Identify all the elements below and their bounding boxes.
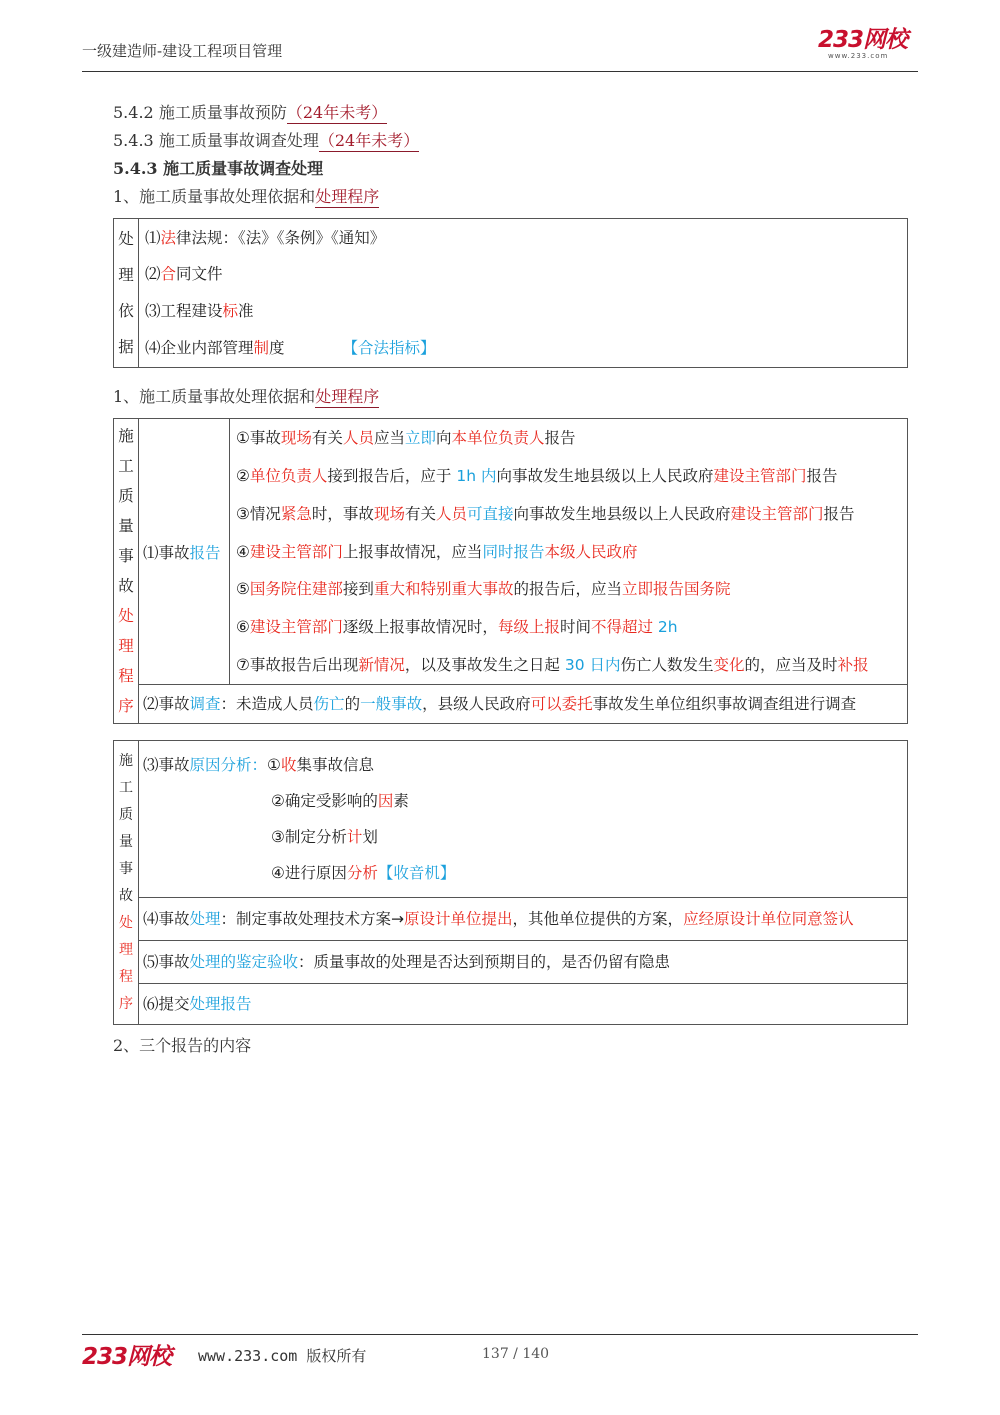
text: ： — [251, 756, 268, 774]
handling-row — [139, 898, 908, 941]
side-char: 质 — [119, 806, 133, 823]
text: ②确定受影响的 — [271, 792, 378, 810]
highlight: 立即报告国务院 — [621, 580, 731, 599]
text: ③情况 — [236, 504, 281, 523]
highlight: 建设主管部门 — [713, 466, 807, 485]
highlight: 一般事故 — [360, 695, 423, 714]
exam-tag: （24年未考） — [286, 103, 388, 122]
text: 的 — [344, 695, 361, 714]
side-char: 施 — [119, 752, 133, 769]
highlight: 变化 — [713, 656, 745, 675]
text: 上报事故情况，应当 — [342, 542, 483, 561]
text: 划 — [362, 828, 378, 846]
side-char: 量 — [118, 517, 134, 535]
text: 的报告后，应当 — [513, 580, 622, 599]
highlight: 收 — [280, 756, 297, 774]
text: ⑷事故 — [143, 910, 190, 928]
text: ⑤ — [236, 580, 250, 599]
side-char: 理 — [118, 637, 134, 655]
side-char: 故 — [118, 577, 134, 595]
highlight: 不得超过 — [590, 618, 653, 637]
highlight: 建设主管部门 — [730, 504, 824, 523]
side-char: 序 — [118, 697, 134, 715]
highlight: 同时报告 — [482, 542, 545, 561]
text: ⑥ — [236, 618, 250, 637]
side-char: 处 — [118, 607, 134, 625]
highlight: 报告 — [189, 543, 221, 562]
report-item-3 — [230, 495, 908, 533]
header-logo — [818, 28, 918, 60]
highlight: 制 — [253, 339, 270, 358]
highlight: 建设主管部门 — [249, 618, 343, 637]
text: ⑴事故 — [143, 543, 190, 562]
footer-divider — [82, 1334, 918, 1335]
text: ④ — [236, 542, 250, 561]
side-char: 事 — [118, 547, 134, 565]
basis-row-3 — [139, 293, 908, 330]
side-char: 工 — [119, 779, 133, 796]
text: ：制定事故处理技术方案→ — [220, 910, 405, 928]
heading-text: 施工质量事故调查处理 — [158, 131, 319, 150]
text: ⑷企业内部管理 — [145, 339, 254, 358]
text: 准 — [238, 302, 254, 321]
text: 事故发生单位组织事故调查组进行调查 — [592, 695, 857, 714]
cause-line-3 — [143, 819, 903, 855]
text: ：未造成人员 — [220, 695, 314, 714]
text: ⑴ — [145, 228, 161, 247]
text: ，县级人民政府 — [422, 695, 531, 714]
text: 的，应当及时 — [744, 656, 838, 675]
text: 有关 — [404, 504, 436, 523]
side-char: 程 — [118, 667, 134, 685]
heading-number: 5.4.3 — [113, 131, 154, 150]
heading-5-4-3-bold — [113, 156, 323, 179]
text: ⑶事故 — [143, 756, 190, 774]
side-char: 理 — [118, 266, 134, 284]
cause-line-4 — [143, 855, 903, 891]
highlight: 原设计单位提出 — [404, 910, 513, 928]
heading-number: 5.4.2 — [113, 103, 154, 122]
side-char: 事 — [119, 860, 133, 877]
heading-text: 施工质量事故预防 — [158, 103, 287, 122]
highlight: 伤亡 — [313, 695, 345, 714]
highlight: 现场 — [280, 428, 312, 447]
mnemonic-tag: 【合法指标】 — [342, 339, 436, 358]
report-item-7 — [230, 646, 908, 684]
text: ，其他单位提供的方案， — [512, 910, 684, 928]
text: ⑹提交 — [143, 995, 190, 1013]
text: 应当 — [373, 428, 405, 447]
text: 接到报告后，应于 — [327, 466, 457, 485]
highlight: 计 — [346, 828, 363, 846]
heading-number: 5.4.3 — [113, 159, 158, 178]
text: ⑵事故 — [143, 695, 190, 714]
text: ① — [267, 756, 281, 774]
text: 素 — [393, 792, 409, 810]
highlight: 建设主管部门 — [249, 542, 343, 561]
header-title: 一级建造师-建设工程项目管理 — [82, 42, 283, 60]
logo-url: www.233.com — [828, 52, 889, 60]
exam-tag: （24年未考） — [318, 131, 420, 150]
section-1-title-repeat — [113, 384, 379, 407]
text: 向事故发生地县级以上人民政府 — [496, 466, 714, 485]
highlight: 紧急 — [280, 504, 312, 523]
highlight: 新情况 — [358, 656, 405, 675]
report-submit-row — [139, 984, 908, 1025]
highlight: 人员 — [435, 504, 467, 523]
highlight: 处理报告 — [189, 995, 252, 1013]
text: ⑶工程建设 — [145, 302, 223, 321]
highlight: 原因分析 — [189, 756, 252, 774]
text: ② — [236, 466, 250, 485]
text: 报告 — [544, 428, 576, 447]
side-char: 程 — [119, 968, 133, 985]
highlight: 本级人民政府 — [544, 542, 638, 561]
side-char: 施 — [118, 427, 134, 445]
highlight: 调查 — [189, 695, 221, 714]
section-2-title: 2、三个报告的内容 — [113, 1036, 252, 1055]
highlight: 标 — [222, 302, 239, 321]
side-char: 理 — [119, 941, 133, 958]
highlight: 单位负责人 — [249, 466, 328, 485]
page-number: 137 / 140 — [482, 1346, 550, 1362]
text: 时，事故 — [311, 504, 374, 523]
highlight: 应经原设计单位同意签认 — [683, 910, 854, 928]
highlight: 法 — [160, 228, 177, 247]
text: 逐级上报事故情况时， — [342, 618, 498, 637]
side-char: 序 — [119, 995, 133, 1012]
procedure-side-label — [114, 419, 139, 724]
investigation-row — [139, 685, 908, 724]
side-char: 处 — [118, 230, 134, 248]
text: 伤亡人数发生 — [620, 656, 714, 675]
text: 度 — [269, 339, 285, 358]
text: ④进行原因 — [271, 864, 347, 882]
highlight: 1h 内 — [456, 466, 497, 485]
highlight: 立即 — [404, 428, 436, 447]
highlight: 处理的鉴定验收 — [189, 953, 299, 971]
text: 同文件 — [176, 265, 223, 284]
basis-row-4 — [139, 330, 908, 368]
text: ⑸事故 — [143, 953, 190, 971]
highlight: 国务院住建部 — [249, 580, 343, 599]
highlight: 30 日内 — [564, 656, 621, 675]
text: 向 — [435, 428, 452, 447]
footer-site: www.233.com 版权所有 — [198, 1347, 367, 1365]
side-char: 量 — [119, 833, 133, 850]
text: 接到 — [342, 580, 374, 599]
acceptance-row — [139, 941, 908, 984]
highlight: 重大和特别重大事故 — [373, 580, 514, 599]
report-label — [139, 419, 230, 685]
highlight: 每级上报 — [497, 618, 560, 637]
text: 报告 — [806, 466, 838, 485]
procedure-table-1 — [113, 418, 908, 724]
highlight: 合 — [160, 265, 177, 284]
text: ③制定分析 — [271, 828, 347, 846]
cause-line-1 — [143, 747, 903, 783]
header-divider — [82, 71, 918, 72]
report-item-2 — [230, 457, 908, 495]
text: ，以及事故发生之日起 — [404, 656, 565, 675]
text: ⑦事故报告后出现 — [236, 656, 359, 675]
section-text: 1、施工质量事故处理依据和 — [113, 187, 316, 206]
side-char: 据 — [118, 338, 134, 356]
side-char: 依 — [118, 302, 134, 320]
highlight: 处理 — [189, 910, 221, 928]
cause-analysis-row — [139, 741, 908, 898]
report-item-5 — [230, 570, 908, 608]
highlight: 补报 — [837, 656, 869, 675]
side-char: 工 — [118, 457, 134, 475]
text: ：质量事故的处理是否达到预期目的，是否仍留有隐患 — [298, 953, 671, 971]
cause-line-2 — [143, 783, 903, 819]
section-text: 1、施工质量事故处理依据和 — [113, 387, 316, 406]
highlight: 现场 — [373, 504, 405, 523]
highlight: 可直接 — [466, 504, 514, 523]
side-char: 处 — [119, 914, 133, 931]
highlight: 分析 — [346, 864, 378, 882]
heading-text: 施工质量事故调查处理 — [163, 159, 324, 178]
highlight: 因 — [377, 792, 394, 810]
procedure-table-2 — [113, 740, 908, 1025]
basis-table — [113, 218, 908, 368]
report-item-1 — [230, 419, 908, 457]
text: 集事故信息 — [296, 756, 374, 774]
footer-logo: 233网校 — [82, 1344, 172, 1370]
report-item-6 — [230, 608, 908, 646]
mnemonic-tag: 【收音机】 — [377, 864, 456, 882]
basis-row-1 — [139, 219, 908, 257]
report-item-4 — [230, 533, 908, 571]
text: 律法规：《法》《条例》《通知》 — [176, 228, 386, 247]
heading-5-4-2 — [113, 100, 387, 123]
side-char: 故 — [119, 887, 133, 904]
basis-side-label — [114, 219, 139, 368]
section-emphasis: 处理程序 — [315, 187, 380, 206]
text: ①事故 — [236, 428, 281, 447]
highlight: 人员 — [342, 428, 374, 447]
text: 有关 — [311, 428, 343, 447]
side-char: 质 — [118, 487, 134, 505]
logo-text: 233网校 — [818, 27, 908, 53]
basis-row-2 — [139, 256, 908, 293]
section-1-title — [113, 184, 379, 207]
procedure-side-label-2 — [114, 741, 139, 1025]
heading-5-4-3 — [113, 128, 419, 151]
highlight: 可以委托 — [530, 695, 593, 714]
text: ⑵ — [145, 265, 161, 284]
text: 时间 — [559, 618, 591, 637]
section-emphasis: 处理程序 — [315, 387, 380, 406]
highlight: 本单位负责人 — [451, 428, 545, 447]
text: 向事故发生地县级以上人民政府 — [513, 504, 731, 523]
text: 报告 — [823, 504, 855, 523]
highlight: 2h — [652, 618, 678, 637]
